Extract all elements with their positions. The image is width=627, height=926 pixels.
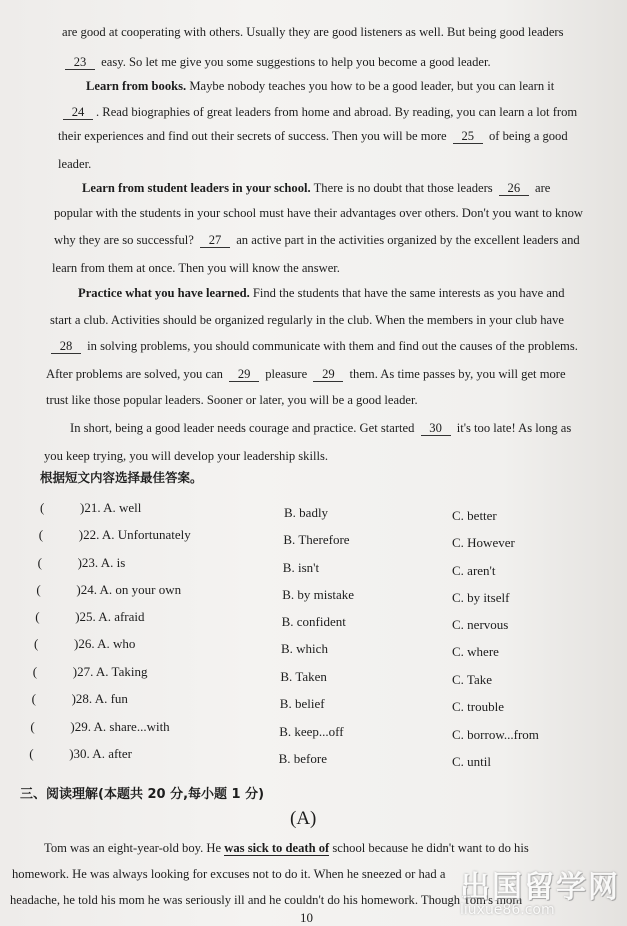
paren-blank[interactable]: ( xyxy=(32,664,38,679)
text-segment: their experiences and find out their secrets of success. Then you will be more xyxy=(58,129,450,143)
bold-text: was sick to death of xyxy=(224,841,330,855)
option-b: B. isn't xyxy=(282,560,320,575)
option-b: B. badly xyxy=(284,505,329,520)
text-segment: Maybe nobody teaches you how to be a good leader, but you can learn it xyxy=(186,79,555,93)
page-number: 10 xyxy=(300,910,313,925)
text-line xyxy=(46,366,566,382)
text-segment: learn from them at once. Then you will know the answer. xyxy=(52,261,340,275)
text-line xyxy=(44,840,529,856)
watermark-logo xyxy=(460,862,620,918)
option-c: C. trouble xyxy=(452,699,504,714)
text-segment: an active part in the activities organized by the excellent leaders and xyxy=(233,233,580,247)
option-c: C. borrow...from xyxy=(452,727,539,742)
text-line xyxy=(82,180,550,196)
option-b: B. belief xyxy=(279,696,325,711)
option-c: C. better xyxy=(452,508,497,523)
option-c: C. nervous xyxy=(452,617,509,632)
text-line xyxy=(62,24,564,40)
paren-blank[interactable]: ( xyxy=(36,582,41,597)
option-b: B. Taken xyxy=(280,669,327,684)
text-segment: it's too late! As long as xyxy=(453,421,572,435)
answer-blank: 27 xyxy=(200,234,230,248)
paren-blank[interactable]: ( xyxy=(35,609,40,624)
text-segment: leader. xyxy=(58,157,92,171)
text-segment: pleasure xyxy=(262,367,311,381)
option-a: )22. A. Unfortunately xyxy=(78,527,191,542)
answer-blank: 28 xyxy=(51,340,81,354)
bold-text: Practice what you have learned. xyxy=(78,286,250,300)
option-a: )24. A. on your own xyxy=(76,582,182,597)
option-a: )26. A. who xyxy=(74,636,136,651)
paren-blank[interactable]: ( xyxy=(30,719,35,734)
watermark-url: liuxue86.com xyxy=(460,902,555,918)
option-c: C. Take xyxy=(452,672,493,687)
instruction-text: 根据短文内容选择最佳答案。 xyxy=(40,470,203,485)
passage-label: (A) xyxy=(290,808,317,829)
option-c: C. where xyxy=(452,644,499,659)
option-a: )28. A. fun xyxy=(71,691,128,706)
text-segment: In short, being a good leader needs courage and practice. Get started xyxy=(70,421,418,435)
option-b: B. Therefore xyxy=(283,532,350,547)
text-segment: homework. He was always looking for excuses not to do it. When he sneezed or had a xyxy=(12,867,446,881)
text-segment: Find the students that have the same interests as you have and xyxy=(249,286,565,300)
option-a: )29. A. share...with xyxy=(70,719,170,734)
paren-blank[interactable]: ( xyxy=(31,691,36,706)
option-b: B. by mistake xyxy=(282,587,355,602)
text-line xyxy=(44,448,328,464)
paren-blank[interactable]: ( xyxy=(40,500,45,515)
text-segment: why they are so successful? xyxy=(54,233,198,247)
bold-text: Learn from student leaders in your school. xyxy=(82,181,311,195)
answer-blank: 24 xyxy=(63,106,93,120)
text-segment: school because he didn't want to do his xyxy=(329,841,529,855)
option-c: C. by itself xyxy=(452,590,510,605)
text-line xyxy=(62,54,491,70)
answer-blank: 25 xyxy=(453,130,483,144)
paren-blank[interactable]: ( xyxy=(29,746,34,761)
text-line xyxy=(10,892,522,908)
paren-blank[interactable]: ( xyxy=(37,555,42,570)
text-segment: you keep trying, you will develop your leadership skills. xyxy=(44,449,329,463)
option-a: )30. A. after xyxy=(69,746,132,761)
text-line xyxy=(58,156,91,172)
text-line xyxy=(46,392,418,408)
text-line xyxy=(58,128,568,144)
option-a: )25. A. afraid xyxy=(75,609,145,624)
text-segment: After problems are solved, you can xyxy=(46,367,227,381)
option-a: )23. A. is xyxy=(77,555,126,570)
paren-blank[interactable]: ( xyxy=(34,636,39,651)
text-segment: of being a good xyxy=(485,129,568,143)
answer-blank: 30 xyxy=(421,422,451,436)
text-line xyxy=(50,312,564,328)
text-segment: start a club. Activities should be organized regularly in the club. When the members in your club have xyxy=(50,313,564,327)
option-c: C. However xyxy=(452,535,515,550)
bold-text: Learn from books. xyxy=(86,79,187,93)
option-b: B. confident xyxy=(281,614,346,629)
text-segment: headache, he told his mom he was seriously ill and he couldn't do his homework. Though Tom's mom xyxy=(10,893,523,907)
watermark-text: 出国留学网 xyxy=(460,870,620,905)
option-b: B. before xyxy=(278,751,327,766)
text-segment: them. As time passes by, you will get more xyxy=(346,367,566,381)
option-b: B. which xyxy=(281,641,328,656)
text-segment: popular with the students in your school must have their advantages over others. Don't you want to know xyxy=(54,206,584,220)
answer-blank: 29 xyxy=(229,368,259,382)
text-line xyxy=(54,232,580,248)
text-line xyxy=(60,104,577,120)
text-line xyxy=(48,338,578,354)
answer-blank: 29 xyxy=(313,368,343,382)
text-line xyxy=(86,78,554,94)
option-b: B. keep...off xyxy=(279,724,344,739)
text-segment: trust like those popular leaders. Sooner or later, you will be a good leader. xyxy=(46,393,418,407)
section-heading: 三、阅读理解(本题共 20 分,每小题 1 分) xyxy=(20,787,265,802)
text-line xyxy=(70,420,571,436)
answer-blank: 26 xyxy=(499,182,529,196)
text-line xyxy=(78,285,565,301)
option-a: )27. A. Taking xyxy=(72,664,148,679)
text-segment: in solving problems, you should communicate with them and find out the causes of the problems. xyxy=(84,339,578,353)
text-segment: are good at cooperating with others. Usually they are good listeners as well. But being good leaders xyxy=(62,25,564,39)
paren-blank[interactable]: ( xyxy=(38,527,44,542)
text-line xyxy=(54,205,583,221)
option-c: C. until xyxy=(452,754,492,769)
answer-blank: 23 xyxy=(65,56,95,70)
option-c: C. aren't xyxy=(452,563,496,578)
text-segment: Tom was an eight-year-old boy. He xyxy=(44,841,225,855)
text-segment: There is no doubt that those leaders xyxy=(310,181,496,195)
text-segment: . Read biographies of great leaders from home and abroad. By reading, you can learn a lot from xyxy=(96,105,578,119)
text-line xyxy=(52,260,340,276)
text-segment: are xyxy=(531,181,551,195)
option-a: )21. A. well xyxy=(80,500,142,515)
text-line xyxy=(12,866,445,882)
text-segment: easy. So let me give you some suggestions to help you become a good leader. xyxy=(98,55,491,69)
